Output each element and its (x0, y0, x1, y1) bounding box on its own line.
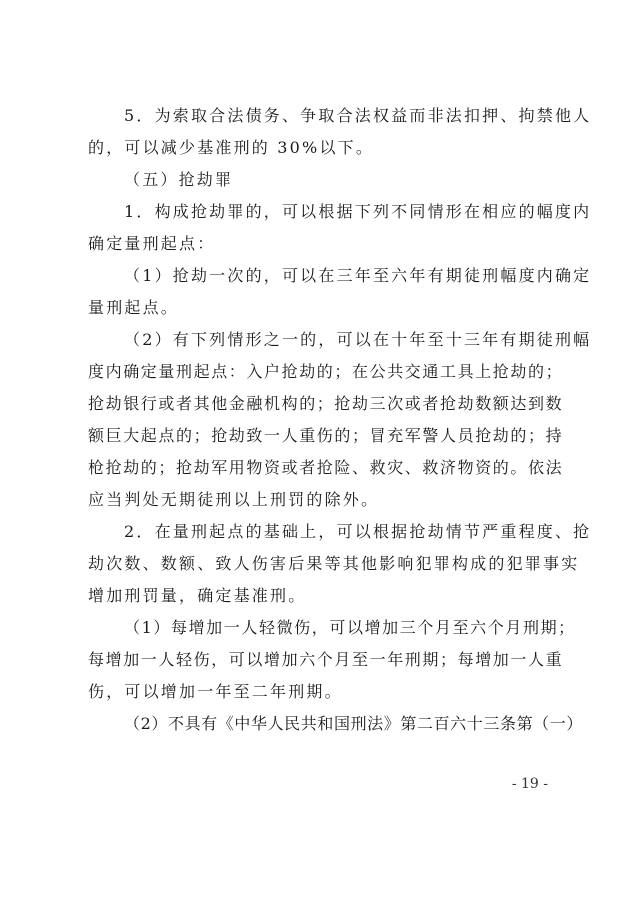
text-line: 应当判处无期徒刑以上刑罚的除外。 (88, 490, 380, 509)
text-line: 增加刑罚量，确定基准刑。 (88, 586, 307, 605)
text-line: （1）每增加一人轻微伤，可以增加三个月至六个月刑期； (124, 618, 576, 637)
text-line: 量刑起点。 (88, 298, 180, 317)
text-line: 劫次数、数额、致人伤害后果等其他影响犯罪构成的犯罪事实 (88, 554, 580, 573)
text-line: 确定量刑起点： (88, 234, 216, 253)
text-line: 的，可以减少基准刑的 30%以下。 (88, 138, 375, 157)
text-line: 每增加一人轻伤，可以增加六个月至一年刑期；每增加一人重 (88, 650, 564, 669)
text-line: 额巨大起点的；抢劫致一人重伤的；冒充军警人员抢劫的；持 (88, 426, 564, 445)
text-line: 5．为索取合法债务、争取合法权益而非法扣押、拘禁他人 (124, 106, 592, 125)
page-number: - 19 - (511, 776, 548, 792)
text-line: 枪抢劫的；抢劫军用物资或者抢险、救灾、救济物资的。依法 (88, 458, 564, 477)
text-line: 2．在量刑起点的基础上，可以根据抢劫情节严重程度、抢 (124, 522, 592, 541)
text-line: 伤，可以增加一年至二年刑期。 (88, 682, 343, 701)
text-line: 抢劫银行或者其他金融机构的；抢劫三次或者抢劫数额达到数 (88, 394, 564, 413)
text-line: 度内确定量刑起点：入户抢劫的；在公共交通工具上抢劫的； (88, 362, 564, 381)
text-line: 1．构成抢劫罪的，可以根据下列不同情形在相应的幅度内 (124, 202, 592, 221)
text-line: （2）不具有《中华人民共和国刑法》第二百六十三条第（一） (124, 714, 583, 733)
section-heading: （五）抢劫罪 (124, 170, 234, 189)
document-body (88, 100, 592, 740)
text-line: （2）有下列情形之一的，可以在十年至十三年有期徒刑幅 (124, 330, 592, 349)
text-line: （1）抢劫一次的，可以在三年至六年有期徒刑幅度内确定 (124, 266, 592, 285)
